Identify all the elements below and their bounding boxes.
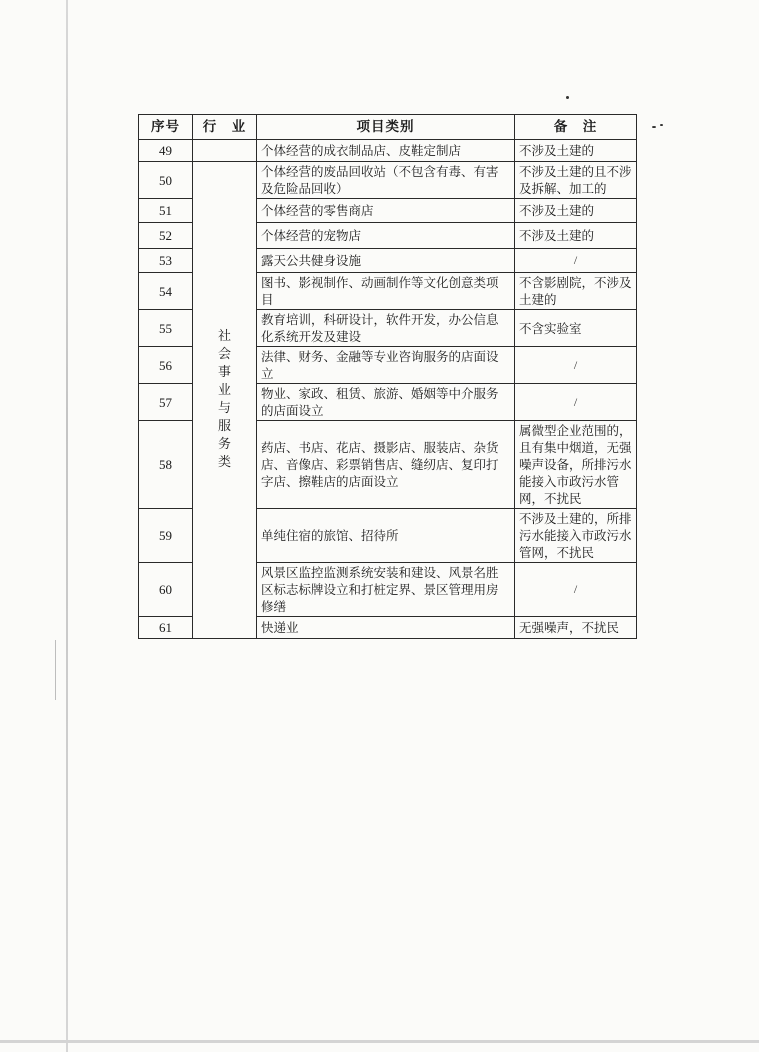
row-no: 55 — [139, 310, 193, 347]
row-remarks: 属微型企业范围的，且有集中烟道，无强噪声设备，所排污水能接入市政污水管网，不扰民 — [515, 421, 637, 509]
row-category: 物业、家政、租赁、旅游、婚姻等中介服务的店面设立 — [257, 384, 515, 421]
header-remarks: 备 注 — [515, 115, 637, 140]
row-remarks: / — [515, 249, 637, 273]
scan-speck — [566, 96, 569, 99]
row-no: 51 — [139, 199, 193, 223]
industry-group-cell — [193, 162, 257, 639]
row-no: 59 — [139, 509, 193, 563]
row-no: 58 — [139, 421, 193, 509]
row-no: 50 — [139, 162, 193, 199]
row-category: 图书、影视制作、动画制作等文化创意类项目 — [257, 273, 515, 310]
row-category: 露天公共健身设施 — [257, 249, 515, 273]
row-remarks: 无强噪声，不扰民 — [515, 617, 637, 639]
industry-group-label: 社会事业与服务类 — [217, 329, 231, 470]
row-remarks: / — [515, 384, 637, 421]
row-remarks: / — [515, 563, 637, 617]
row-no: 61 — [139, 617, 193, 639]
project-catalog-table — [138, 114, 637, 639]
scan-edge-line — [66, 0, 68, 1052]
row-category: 个体经营的成衣制品店、皮鞋定制店 — [257, 140, 515, 162]
row-remarks: 不涉及土建的且不涉及拆解、加工的 — [515, 162, 637, 199]
row-remarks: 不涉及土建的，所排污水能接入市政污水管网，不扰民 — [515, 509, 637, 563]
table-row — [139, 162, 637, 199]
row-category: 风景区监控监测系统安装和建设、风景名胜区标志标牌设立和打桩定界、景区管理用房修缮 — [257, 563, 515, 617]
header-industry: 行 业 — [193, 115, 257, 140]
scan-bottom-line — [0, 1040, 759, 1043]
row-no: 60 — [139, 563, 193, 617]
row-remarks: 不含实验室 — [515, 310, 637, 347]
table-row — [139, 140, 637, 162]
row-remarks: 不涉及土建的 — [515, 199, 637, 223]
row-no: 54 — [139, 273, 193, 310]
row-remarks: 不涉及土建的 — [515, 223, 637, 249]
row-category: 单纯住宿的旅馆、招待所 — [257, 509, 515, 563]
row-no: 57 — [139, 384, 193, 421]
scan-edge-mark — [55, 640, 56, 700]
row-remarks: / — [515, 347, 637, 384]
scan-speck — [652, 126, 656, 128]
row-category: 快递业 — [257, 617, 515, 639]
row-no: 49 — [139, 140, 193, 162]
row-category: 教育培训，科研设计，软件开发，办公信息化系统开发及建设 — [257, 310, 515, 347]
row-remarks: 不含影剧院，不涉及土建的 — [515, 273, 637, 310]
row-category: 药店、书店、花店、摄影店、服装店、杂货店、音像店、彩票销售店、缝纫店、复印打字店、擦鞋店的店面设立 — [257, 421, 515, 509]
row-no: 56 — [139, 347, 193, 384]
row-category: 个体经营的零售商店 — [257, 199, 515, 223]
row-category: 个体经营的废品回收站（不包含有毒、有害及危险品回收） — [257, 162, 515, 199]
row-no: 53 — [139, 249, 193, 273]
header-no: 序号 — [139, 115, 193, 140]
scan-speck — [660, 124, 663, 126]
row-category: 个体经营的宠物店 — [257, 223, 515, 249]
industry-cell-empty — [193, 140, 257, 162]
row-category: 法律、财务、金融等专业咨询服务的店面设立 — [257, 347, 515, 384]
header-category: 项目类别 — [257, 115, 515, 140]
row-remarks: 不涉及土建的 — [515, 140, 637, 162]
table-header-row — [139, 115, 637, 140]
row-no: 52 — [139, 223, 193, 249]
